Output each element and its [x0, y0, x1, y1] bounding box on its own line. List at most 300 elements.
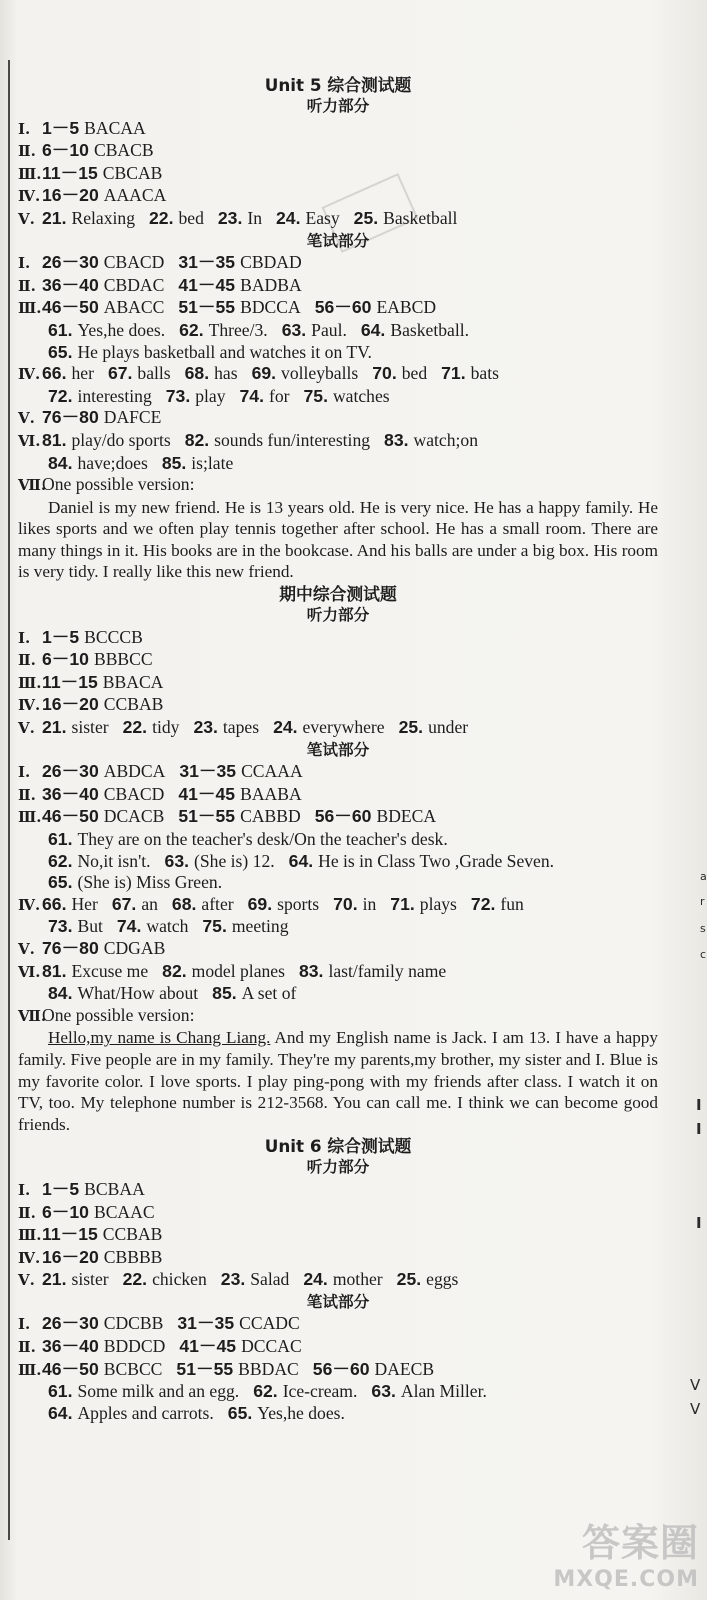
answer-item	[48, 1403, 214, 1423]
answer-text: Yes,he does.	[257, 1402, 345, 1423]
answer-line	[18, 320, 658, 342]
answer-item	[185, 363, 238, 383]
question-number: 21.	[42, 1269, 67, 1290]
answer-text: bats	[470, 363, 499, 384]
answer-item	[42, 474, 194, 494]
section-roman-numeral: Ⅲ.	[18, 808, 42, 827]
answer-text: DAFCE	[103, 407, 162, 428]
answer-text: sister	[71, 717, 109, 738]
answer-text: meeting	[231, 916, 289, 937]
question-number: 26－30	[42, 252, 99, 273]
answer-text: everywhere	[302, 717, 385, 738]
answer-item	[123, 717, 180, 737]
answer-item	[178, 784, 301, 804]
answer-line	[18, 208, 658, 231]
answer-line	[18, 627, 658, 650]
question-number: 51－55	[178, 806, 236, 827]
question-number: 24.	[273, 717, 298, 738]
answer-item	[48, 851, 151, 871]
answer-item	[162, 961, 285, 981]
section-roman-numeral: Ⅱ.	[18, 1203, 36, 1222]
question-number: 83.	[298, 960, 324, 981]
answer-item	[42, 297, 164, 317]
question-number: 41－45	[178, 274, 236, 295]
answer-item	[42, 407, 161, 427]
answer-text: Alan Miller.	[400, 1381, 487, 1402]
answer-item	[315, 806, 436, 826]
answer-text: CABBD	[240, 806, 301, 827]
answer-text: Ice-cream.	[282, 1381, 358, 1402]
answer-text: Basketball.	[390, 319, 469, 340]
question-number: 62.	[253, 1381, 278, 1402]
answer-text: CBACB	[93, 140, 154, 161]
answer-item	[333, 894, 376, 914]
section-roman-numeral: Ⅴ.	[18, 209, 35, 228]
question-number: 82.	[162, 960, 187, 981]
answer-text: model planes	[191, 960, 285, 981]
question-number: 22.	[122, 717, 148, 738]
answer-item	[48, 320, 165, 340]
answer-text: CCBAB	[103, 694, 164, 715]
answer-text: One possible version:	[42, 1004, 195, 1025]
question-number: 11－15	[42, 671, 98, 692]
essay-underlined-intro: Hello,my name is Chang Liang.	[48, 1028, 271, 1048]
question-number: 83.	[384, 429, 409, 450]
answer-item	[179, 1336, 301, 1356]
answer-text: BAABA	[240, 783, 302, 804]
edge-mark: I	[696, 1096, 702, 1114]
answer-text: tapes	[222, 717, 260, 738]
edge-mark: V	[690, 1376, 701, 1394]
answer-text: has	[214, 363, 238, 384]
answer-text: sounds fun/interesting	[214, 429, 371, 450]
answer-item	[48, 1381, 239, 1401]
answer-line	[18, 386, 658, 408]
question-number: 1－5	[42, 1178, 80, 1199]
answer-line	[18, 983, 658, 1005]
question-number: 64.	[360, 319, 386, 340]
answer-line	[18, 649, 658, 672]
answer-line	[18, 1179, 658, 1202]
answer-text: DCACB	[103, 806, 165, 827]
question-number: 56－60	[314, 297, 372, 318]
question-number: 26－30	[42, 761, 99, 782]
answer-text: Yes,he does.	[77, 319, 166, 340]
question-number: 64.	[288, 850, 314, 871]
answer-text: tidy	[152, 717, 180, 738]
question-number: 1－5	[42, 117, 80, 138]
question-number: 11－15	[42, 162, 98, 183]
answer-text: sports	[277, 893, 320, 914]
answer-item	[48, 386, 152, 406]
answer-line	[18, 1403, 658, 1425]
question-number: 16－20	[42, 1246, 99, 1267]
answer-item	[178, 275, 301, 295]
answer-line	[18, 118, 658, 141]
answer-text: in	[362, 893, 377, 914]
question-number: 68.	[184, 363, 210, 384]
section-roman-numeral: Ⅲ.	[18, 1360, 42, 1379]
answer-text: BBBCC	[93, 649, 153, 670]
answer-item	[42, 694, 163, 714]
answer-item	[471, 894, 524, 914]
question-number: 6－10	[42, 649, 89, 670]
answer-text: Some milk and an egg.	[77, 1381, 240, 1402]
answer-item	[212, 983, 296, 1003]
question-number: 64.	[48, 1402, 73, 1423]
listening-heading: 听力部分	[306, 1158, 370, 1177]
question-number: 85.	[212, 983, 237, 1004]
answer-line	[18, 916, 658, 938]
answer-text: (She is) 12.	[194, 850, 275, 871]
answer-item	[304, 386, 390, 406]
question-number: 61.	[48, 319, 73, 340]
question-number: 22.	[122, 1269, 148, 1290]
answer-text: fun	[500, 893, 524, 914]
section-roman-numeral: Ⅵ.	[18, 431, 41, 450]
question-number: 70.	[333, 893, 358, 914]
answer-line	[18, 297, 658, 320]
question-number: 66.	[42, 363, 67, 384]
answer-text: CBDAC	[103, 274, 165, 295]
answer-item	[172, 894, 234, 914]
answer-text: He is in Class Two ,Grade Seven.	[318, 850, 555, 871]
answer-item	[176, 1359, 298, 1379]
section-roman-numeral: Ⅱ.	[18, 1338, 36, 1357]
answer-text: DAECB	[374, 1358, 435, 1379]
question-number: 21.	[42, 717, 67, 738]
answer-item	[178, 297, 300, 317]
question-number: 21.	[42, 207, 67, 228]
test-section	[18, 583, 658, 1135]
answer-item	[282, 320, 347, 340]
answer-line	[18, 806, 658, 829]
test-section	[18, 74, 658, 583]
answer-line	[18, 140, 658, 163]
section-title: Unit 6 综合测试题	[264, 1136, 412, 1157]
answer-text: an	[141, 893, 158, 914]
answer-item	[48, 983, 198, 1003]
answer-line	[18, 363, 658, 386]
answer-item	[179, 320, 268, 340]
question-number: 69.	[251, 363, 277, 384]
section-roman-numeral: Ⅰ.	[18, 119, 31, 138]
answer-item	[42, 1336, 165, 1356]
answer-text: BCBAA	[84, 1178, 145, 1199]
answer-item	[289, 851, 554, 871]
answer-item	[315, 297, 436, 317]
question-number: 36－40	[42, 1336, 99, 1357]
answer-line	[18, 1336, 658, 1359]
section-roman-numeral: Ⅵ.	[18, 962, 41, 981]
section-roman-numeral: Ⅰ.	[18, 1180, 31, 1199]
question-number: 6－10	[42, 140, 89, 161]
answer-item	[123, 1269, 207, 1289]
answer-text: CDGAB	[103, 937, 166, 958]
question-number: 81.	[42, 960, 67, 981]
question-number: 16－20	[42, 185, 99, 206]
answer-text: BCCCB	[84, 626, 143, 647]
answer-item	[276, 208, 340, 228]
section-roman-numeral: Ⅲ.	[18, 1226, 42, 1245]
answer-text: CCAAA	[241, 761, 303, 782]
answer-text: He plays basketball and watches it on TV.	[77, 341, 372, 362]
question-number: 23.	[220, 1269, 246, 1290]
section-roman-numeral: Ⅶ.	[18, 1006, 47, 1025]
answer-text: chicken	[152, 1269, 207, 1290]
answer-item	[248, 894, 320, 914]
answer-text: A set of	[241, 983, 297, 1004]
question-number: 36－40	[42, 274, 99, 295]
answer-line	[18, 851, 658, 873]
answer-item	[354, 208, 458, 228]
section-title: 期中综合测试题	[279, 584, 397, 605]
question-number: 6－10	[42, 1201, 89, 1222]
answer-text: Apples and carrots.	[77, 1402, 214, 1423]
answer-text: AAACA	[103, 185, 167, 206]
answer-text: EABCD	[376, 297, 437, 318]
answer-item	[42, 275, 164, 295]
section-roman-numeral: Ⅶ.	[18, 476, 47, 495]
answer-item	[441, 363, 499, 383]
answer-item	[165, 851, 275, 871]
answer-line	[18, 717, 658, 740]
answer-text: watches	[332, 385, 390, 406]
answer-line	[18, 961, 658, 984]
answer-line	[18, 694, 658, 717]
answer-text: volleyballs	[281, 363, 359, 384]
answer-text: is;late	[191, 452, 234, 473]
answer-item	[42, 761, 165, 781]
question-number: 65.	[48, 341, 73, 362]
answer-item	[42, 118, 146, 138]
answer-line	[18, 453, 658, 475]
answer-item	[42, 1224, 162, 1244]
section-roman-numeral: Ⅴ.	[18, 719, 35, 738]
edge-mark: r	[700, 895, 705, 908]
answer-text: play/do sports	[71, 429, 171, 450]
question-number: 61.	[48, 1381, 73, 1402]
answer-item	[42, 1247, 162, 1267]
question-number: 75.	[202, 916, 227, 937]
edge-mark: I	[696, 1120, 702, 1138]
answer-text: BBACA	[102, 671, 164, 692]
section-roman-numeral: Ⅰ.	[18, 763, 31, 782]
answer-text: CBCAB	[102, 162, 163, 183]
question-number: 31－35	[177, 1313, 235, 1334]
question-number: 72.	[48, 385, 73, 406]
question-number: 24.	[303, 1269, 328, 1290]
answer-text: No,it isn't.	[77, 850, 151, 871]
answer-text: last/family name	[328, 960, 447, 981]
answer-line	[18, 1359, 658, 1382]
answer-text: interesting	[77, 385, 152, 406]
answer-item	[240, 386, 290, 406]
answer-item	[42, 430, 171, 450]
answer-text: One possible version:	[42, 474, 195, 495]
answer-line	[18, 275, 658, 298]
question-number: 46－50	[42, 297, 99, 318]
section-roman-numeral: Ⅴ.	[18, 939, 35, 958]
answer-line	[18, 1313, 658, 1336]
question-number: 67.	[111, 893, 137, 914]
answer-text: BDCCA	[240, 297, 301, 318]
question-number: 75.	[303, 385, 328, 406]
answer-text: mother	[332, 1269, 383, 1290]
question-number: 51－55	[176, 1358, 234, 1379]
answer-item	[228, 1403, 345, 1423]
answer-item	[42, 1269, 109, 1289]
section-roman-numeral: Ⅰ.	[18, 254, 31, 273]
question-number: 31－35	[178, 252, 236, 273]
written-heading: 笔试部分	[306, 1292, 370, 1311]
question-number: 46－50	[42, 1358, 99, 1379]
question-number: 63.	[164, 850, 190, 871]
answer-text: Her	[71, 893, 98, 914]
answer-item	[162, 453, 234, 473]
answer-item	[42, 140, 154, 160]
answer-text: BADBA	[240, 274, 302, 295]
edge-mark: c	[700, 948, 707, 961]
answer-item	[42, 1179, 145, 1199]
answer-item	[42, 1313, 163, 1333]
answer-item	[371, 1381, 486, 1401]
section-roman-numeral: Ⅱ.	[18, 276, 36, 295]
question-number: 62.	[48, 850, 73, 871]
answer-text: bed	[178, 207, 204, 228]
answer-text: play	[195, 385, 226, 406]
section-roman-numeral: Ⅰ.	[18, 1315, 31, 1334]
answer-text: watch	[146, 916, 189, 937]
question-number: 67.	[107, 363, 133, 384]
section-roman-numeral: Ⅳ.	[18, 696, 41, 715]
question-number: 69.	[247, 893, 273, 914]
answer-item	[42, 208, 135, 228]
edge-mark: I	[696, 1214, 702, 1232]
answer-text: In	[247, 207, 262, 228]
answer-text: after	[201, 893, 234, 914]
answer-item	[193, 717, 259, 737]
question-number: 11－15	[42, 1224, 98, 1245]
question-number: 76－80	[42, 407, 99, 428]
answer-text: eggs	[426, 1269, 459, 1290]
section-roman-numeral: Ⅴ.	[18, 1271, 35, 1290]
section-roman-numeral: Ⅲ.	[18, 673, 42, 692]
answer-text: Excuse me	[71, 960, 149, 981]
answer-item	[299, 961, 446, 981]
question-number: 74.	[239, 385, 264, 406]
answer-text: CCBAB	[102, 1224, 163, 1245]
question-number: 66.	[42, 893, 67, 914]
listening-heading: 听力部分	[306, 606, 370, 625]
answer-text: Relaxing	[71, 207, 135, 228]
left-margin-rule	[8, 60, 10, 1540]
answer-item	[273, 717, 385, 737]
answer-item	[48, 453, 148, 473]
question-number: 63.	[281, 319, 307, 340]
answer-text: But	[77, 916, 103, 937]
section-roman-numeral: Ⅳ.	[18, 895, 41, 914]
answer-line	[18, 1247, 658, 1270]
section-roman-numeral: Ⅳ.	[18, 1248, 41, 1267]
answer-text: They are on the teacher's desk/On the teacher's desk.	[77, 829, 448, 849]
answer-item	[42, 363, 94, 383]
answer-line	[18, 163, 658, 186]
section-roman-numeral: Ⅲ.	[18, 299, 42, 318]
answer-item	[303, 1269, 382, 1289]
question-number: 63.	[371, 1381, 396, 1402]
question-number: 41－45	[179, 1336, 237, 1357]
answer-line	[18, 1269, 658, 1292]
question-number: 25.	[353, 207, 379, 228]
question-number: 51－55	[178, 297, 236, 318]
question-number: 31－35	[179, 761, 237, 782]
answer-text: bed	[401, 363, 428, 384]
answer-text: CBDAD	[240, 252, 302, 273]
answer-line	[18, 672, 658, 695]
answer-item	[221, 1269, 290, 1289]
answer-line	[18, 829, 658, 851]
question-number: 71.	[390, 893, 415, 914]
answer-item	[253, 1381, 357, 1401]
answer-line	[18, 1224, 658, 1247]
question-number: 65.	[227, 1402, 253, 1423]
answer-line	[18, 761, 658, 784]
answer-line	[18, 252, 658, 275]
answer-item	[149, 208, 204, 228]
answer-text: her	[71, 363, 94, 384]
answer-text: BBDAC	[238, 1358, 299, 1379]
answer-item	[42, 627, 143, 647]
answer-line	[18, 342, 658, 364]
answer-line	[18, 185, 658, 208]
answer-item	[185, 430, 370, 450]
answer-text: (She is) Miss Green.	[77, 872, 223, 893]
answer-item	[202, 916, 288, 936]
answer-item	[218, 208, 262, 228]
answer-text: have;does	[77, 452, 148, 473]
answer-item	[42, 938, 165, 958]
answer-text: Paul.	[311, 319, 347, 340]
question-number: 61.	[48, 829, 73, 849]
essay-body: And my English name is Jack. I am 13. I have a happy family. Five people are in my family. They're my parents,my brother, my sister and I. Blue is my favorite color. I love sports. I play ping-pong with my friends after class. I watch it on TV, too. My telephone number is 212-3568. You can call me. I think we can become good friends.	[18, 1028, 658, 1134]
question-number: 22.	[149, 207, 174, 228]
answer-text: watch;on	[413, 429, 479, 450]
question-number: 41－45	[178, 783, 236, 804]
answer-item	[42, 649, 153, 669]
answer-item	[42, 961, 148, 981]
question-number: 62.	[179, 319, 204, 340]
question-number: 72.	[470, 893, 496, 914]
answer-item	[42, 672, 163, 692]
answer-item	[399, 717, 469, 737]
question-number: 24.	[276, 207, 301, 228]
question-number: 56－60	[314, 806, 372, 827]
answer-line	[18, 1202, 658, 1225]
question-number: 25.	[396, 1269, 422, 1290]
question-number: 73.	[48, 916, 73, 937]
question-number: 74.	[116, 916, 142, 937]
answer-item	[252, 363, 359, 383]
question-number: 84.	[48, 983, 73, 1004]
question-number: 36－40	[42, 783, 99, 804]
answer-item	[117, 916, 188, 936]
question-number: 82.	[184, 429, 210, 450]
answer-text: DCCAC	[241, 1336, 302, 1357]
answer-item	[42, 1359, 162, 1379]
answer-line	[18, 430, 658, 453]
answer-item	[178, 806, 300, 826]
